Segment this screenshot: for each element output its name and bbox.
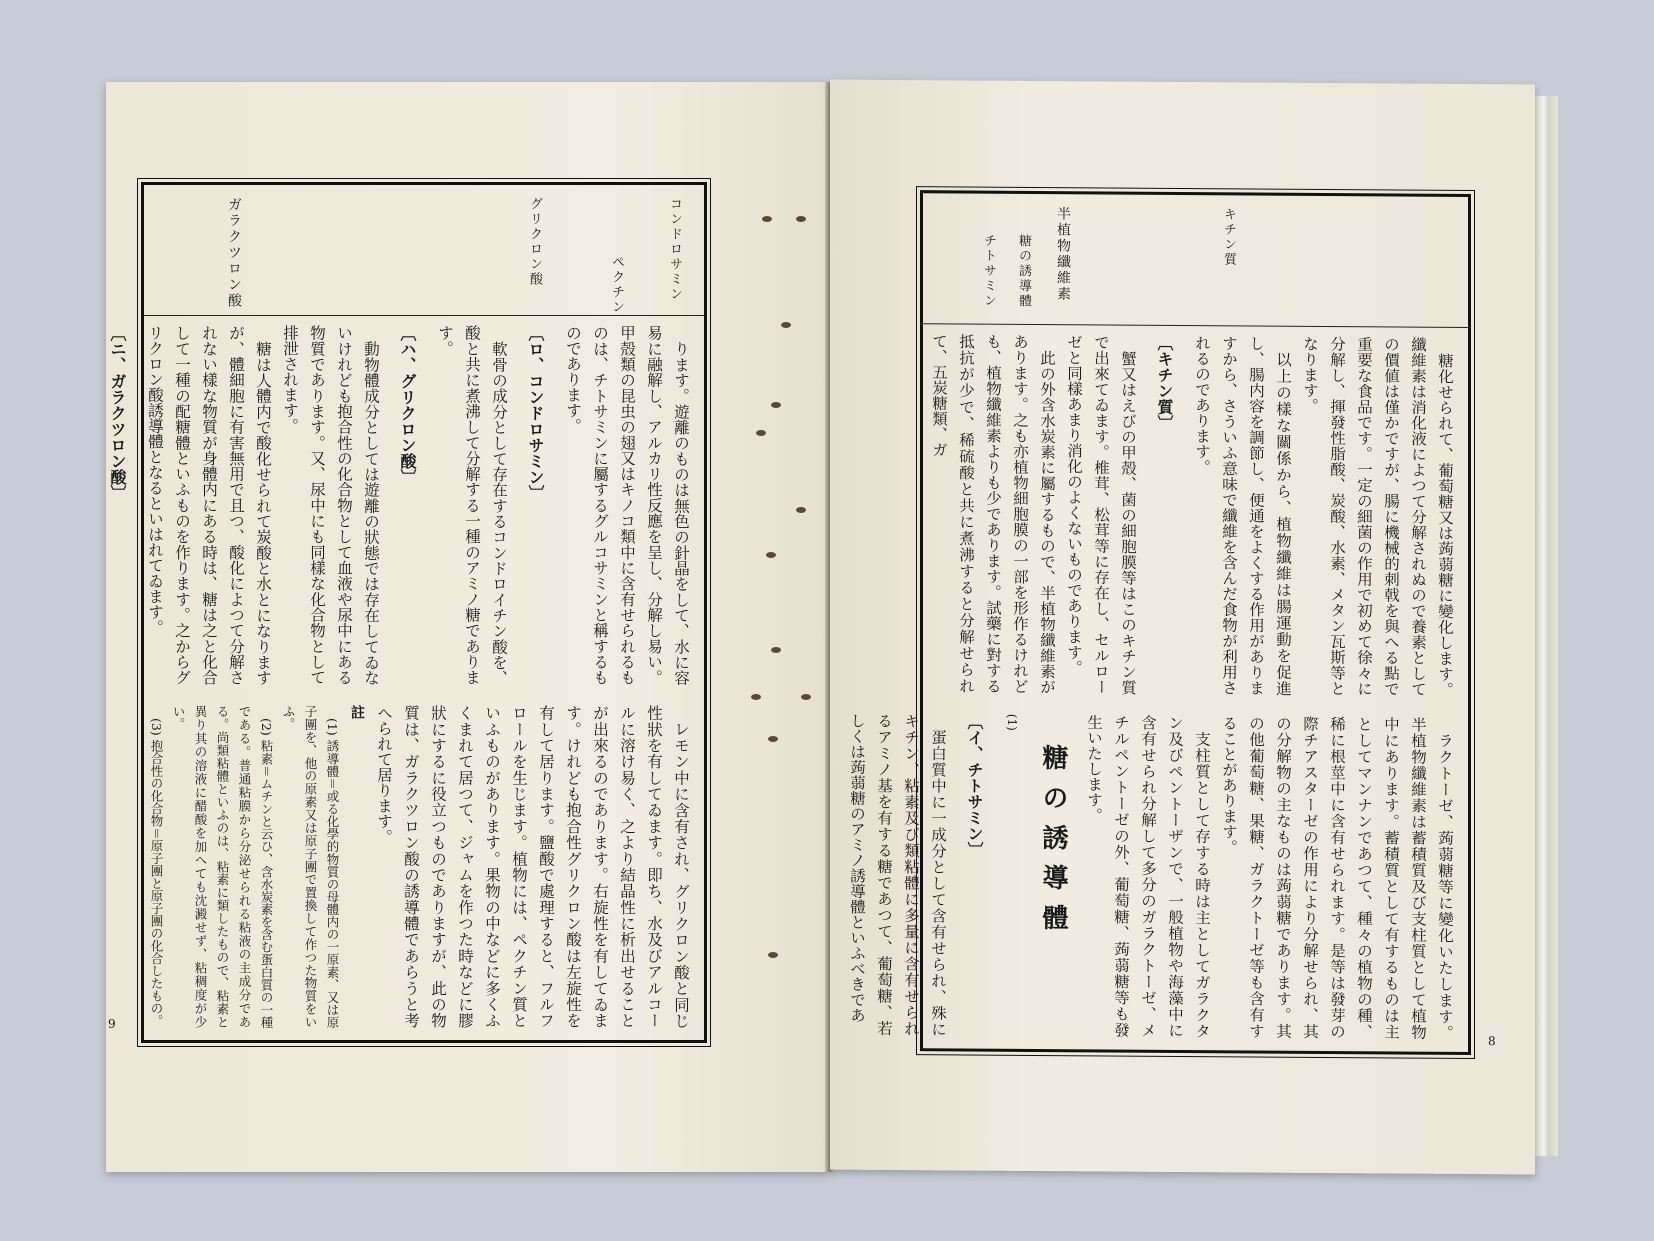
- margin-term: ペクチン: [609, 255, 624, 315]
- right-text-frame: [848, 190, 1471, 1055]
- footnote: (3) 抱合性の化合物＝原子團と原子團の化合したもの。: [149, 717, 164, 1027]
- stitch-hole: [781, 322, 791, 328]
- right-lower-text: [848, 712, 1458, 1040]
- paragraph: 糖化せられて、葡萄糖又は蒟蒻糖に變化します。纖維素は消化液によつて分解されぬので養素としての價値は僅かですが、腸に機械的刺戟を與へる點で重要な食品です。一定の細菌の作用で初めて徐々に分解し、揮發性脂酸、炭酸、水素、メタン瓦斯等となります。: [1301, 335, 1454, 697]
- margin-term: チトサミン: [981, 233, 996, 309]
- stitch-hole: [762, 216, 772, 222]
- stitch-hole: [771, 402, 781, 408]
- open-book: [96, 82, 1566, 1172]
- margin-term: ガラクツロン酸: [226, 197, 242, 309]
- section-heading: 〔ロ、コンドロサミン〕: [526, 325, 545, 501]
- chapter-title: 糖の誘導體: [1038, 743, 1068, 945]
- paragraph: 蟹又はえびの甲殻、菌の細胞膜等はこのキチン質で出來てゐます。椎茸、松茸等に存在し、セルローゼと同樣あまり消化のよくないものであります。: [1065, 334, 1137, 695]
- footnote: (1) 誘導體＝或る化學的物質の母體内の一原素、又は原子團を、他の原素又は原子團で置換して作つた物質をいふ。: [281, 705, 340, 1028]
- paragraph: 此の外含水炭素に屬するもので、半植物纖維素があります。之も亦植物細胞膜の一部を形作るけれども、植物纖維素よりも少であります。試藥に對する抵抗が少で、稀硫酸と共に煮沸すると分解せられて、五炭糖類、ガ: [930, 333, 1056, 695]
- stitch-hole: [766, 552, 776, 558]
- footnote-marker: (1): [1005, 713, 1019, 731]
- left-upper-text: [108, 325, 694, 685]
- right-page: [830, 80, 1535, 1175]
- stitch-hole: [796, 507, 806, 513]
- footnote: (2) 粘素＝ムチンと云ひ、含水炭素を含む蛋白質の一種である。普通粘膜から分泌せられる粘液の主成分である。尚類粘體といふのは、粘素に類したもので、粘素と異り其の溶液に醋酸を加へても沈澱せず、粘稠度が少い。: [171, 705, 274, 1028]
- margin-term: グリクロン酸: [527, 197, 542, 287]
- paragraph: 支柱質として存する時は主としてガラクタン及びペントーザンで、一般植物や海藻中に含有せられ分解して多分のガラクトーゼ、メチルペントーゼの外、葡萄糖、蒟蒻糖等も發生いたします。: [1085, 714, 1211, 1039]
- notes-heading: 註: [349, 705, 365, 719]
- section-heading: 〔キチン質〕: [1155, 334, 1174, 431]
- right-margin-head: [923, 193, 1468, 328]
- page-edges: [1534, 96, 1558, 1156]
- margin-term: キチン質: [1221, 207, 1236, 268]
- page-number-left: 9: [108, 1017, 116, 1031]
- left-lower-text: [149, 705, 694, 1028]
- paragraph: 糖は人體内で酸化せられて炭酸と水とになりますが、體細胞に有害無用で且つ、酸化によつて分解されない樣な物質が身體内にある時は、糖は之と化合して一種の配糖體といふものを作ります。之からグリクロン酸誘導體となるといはれてゐます。: [146, 325, 272, 685]
- paragraph: 以上の樣な關係から、植物纖維は腸運動を促進し、腸内容を調節し、便通をよくする作用がありますから、さういふ意味で纖維を含んだ食物が利用されるのであります。: [1193, 335, 1292, 696]
- section-heading: 〔イ、チトサミン〕: [965, 713, 984, 858]
- stitch-hole: [801, 694, 811, 700]
- stitch-hole: [751, 694, 761, 700]
- margin-term: 糖の誘導體: [1016, 233, 1031, 309]
- paragraph: ります。遊離のものは無色の針晶をして、水に容易に融解し、アルカリ性反應を呈し、分解し易い。甲殻類の昆虫の翅又はキノコ類中に含有せられるものは、チトサミンに屬するグルコサミンと稱するものであります。: [564, 325, 690, 685]
- left-margin-head: [144, 185, 704, 316]
- stitch-hole: [768, 736, 778, 742]
- left-page: [106, 82, 830, 1172]
- page-number-right: 8: [1488, 1034, 1496, 1049]
- right-body: [848, 333, 1458, 1040]
- stitch-hole: [768, 952, 778, 958]
- stitch-hole: [756, 430, 766, 436]
- paragraph: ラクトーゼ、蒟蒻糖等に變化いたします。半植物纖維素は蓄積質及び支柱質として植物中にあります。蓄積質として有するものは主としてマンナンであつて、種々の植物の種、稀に根莖中に含有せられます。是等は發芽の際チアスターゼの作用により分解せられ、其の分解物の主なものは蒟蒻糖であります。其の他葡萄糖、果糖、ガラクトーゼ等も含有することがあります。: [1220, 715, 1454, 1040]
- section-heading: 〔ハ、グリクロン酸〕: [398, 325, 417, 485]
- section-heading: 〔ニ、ガラクツロン酸〕: [108, 325, 127, 501]
- right-upper-text: [930, 333, 1458, 697]
- paragraph: 蛋白質中に一成分として含有せられ、殊にキチン、粘素及び類粘體に多量に含有せられるアミノ基を有する糖であつて、葡萄糖、若しくは蒟蒻糖のアミノ誘導體といふべきであ: [848, 712, 947, 1037]
- stitch-hole: [796, 216, 806, 222]
- left-body: [108, 325, 694, 1028]
- paragraph: 軟骨の成分として存在するコンドロイチン酸を、酸と共に煮沸して分解する一種のアミノ糖であります。: [436, 325, 508, 685]
- margin-term: コンドロサミン: [667, 197, 682, 302]
- paragraph: レモン中に含有され、グリクロン酸と同じ性狀を有してゐます。即ち、水及びアルコールに溶け易く、之より結晶性に析出せることが出來るのであります。右旋性を有してゐます。けれども抱合性グリクロン酸は左旋性を有して居ります。鹽酸で處理すると、フルフロールを生じます。植物には、ペクチン質といふものがあります。果物の中などに多くふくまれて居つて、ジャムを作つた時などに膠狀にするに役立つものでありますが、此の物質は、ガラクツロン酸の誘導體であらうと考へられて居ります。: [375, 705, 690, 1028]
- paragraph: 動物體成分としては遊離の狀態では存在してゐないけれども抱合性の化合物として血液や尿中にある物質であります。又、尿中にも同樣な化合物として排泄されます。: [281, 325, 380, 685]
- left-text-frame: [108, 182, 707, 1043]
- margin-term: 半植物纖維素: [1055, 206, 1071, 303]
- stitch-hole: [771, 647, 781, 653]
